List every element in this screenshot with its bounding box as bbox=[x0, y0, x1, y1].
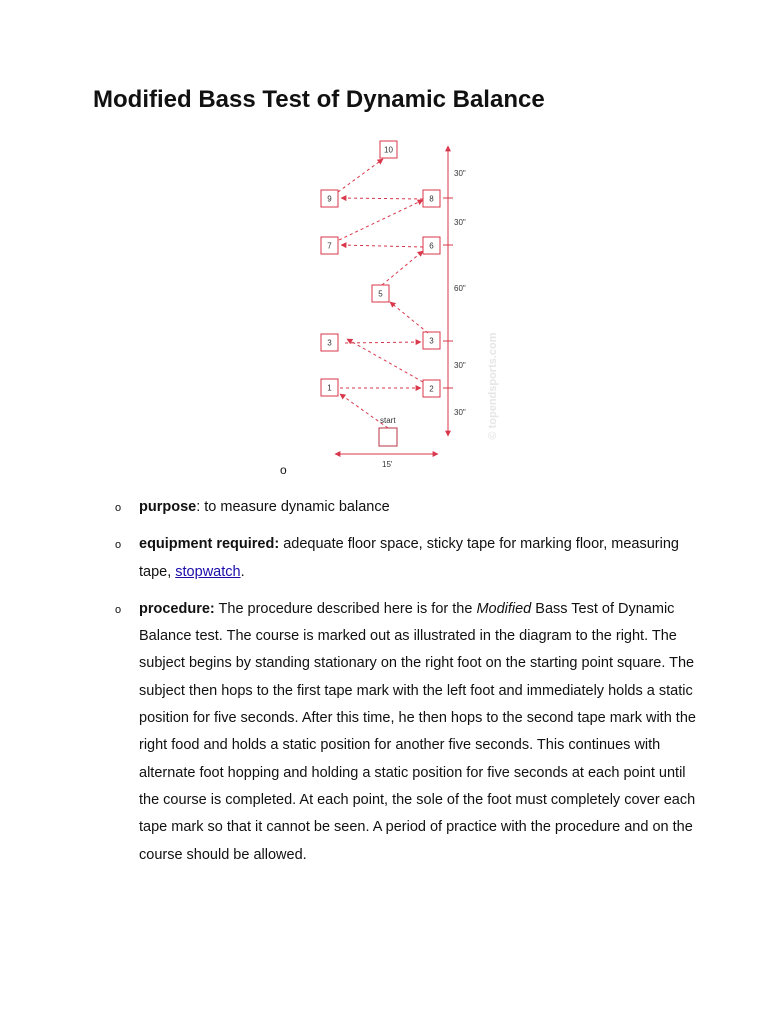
mark-label-10: 10 bbox=[384, 145, 393, 155]
list-item-procedure bbox=[115, 596, 699, 869]
mark-label-5: 5 bbox=[378, 289, 383, 299]
bullet: o bbox=[115, 603, 122, 616]
measure-label: 30" bbox=[454, 218, 466, 227]
item-text: : to measure dynamic balance bbox=[196, 499, 390, 515]
mark-label-7: 7 bbox=[327, 241, 332, 251]
item-label: procedure: bbox=[139, 600, 215, 617]
page-title: Modified Bass Test of Dynamic Balance bbox=[93, 86, 545, 113]
mark-label-6: 6 bbox=[429, 241, 434, 251]
mark-label-9: 9 bbox=[327, 194, 332, 204]
item-text-end: . bbox=[240, 563, 245, 580]
item-text-end: Bass Test of Dynamic Balance test. The course is marked out as illustrated in the diagram to the right. The subject begins by standing stationary on the right foot on the starting point square. The subject then hops to the first tape mark with the left foot and immediately holds a static position for five seconds. After this time, he then hops to the second tape mark with the right food and holds a static position for another five seconds. This continues with alternate foot hopping and holding a static position for five seconds at each point until the course is completed. At each point, the sole of the foot must completely cover each tape mark so that it cannot be seen. A period of practice with the procedure and on the course should be allowed. bbox=[139, 600, 696, 863]
start-square bbox=[379, 428, 397, 446]
measure-label: 30" bbox=[454, 408, 466, 417]
mark-label-3-right: 3 bbox=[429, 336, 434, 346]
stray-bullet: o bbox=[280, 463, 287, 477]
item-label: equipment required: bbox=[139, 536, 280, 553]
mark-label-3-left: 3 bbox=[327, 338, 332, 348]
item-text: adequate floor space, sticky tape for marking floor, measuring tape, bbox=[139, 536, 679, 580]
mark-label-8: 8 bbox=[429, 194, 434, 204]
list-item-purpose bbox=[115, 494, 699, 521]
balance-course-diagram bbox=[300, 136, 520, 476]
item-text: The procedure described here is for the bbox=[214, 600, 477, 617]
measure-label: 60" bbox=[454, 284, 466, 293]
bullet: o bbox=[115, 539, 122, 552]
stopwatch-link[interactable]: stopwatch bbox=[175, 563, 241, 580]
measure-label: 30" bbox=[454, 361, 466, 370]
mark-label-1: 1 bbox=[327, 383, 332, 393]
list-item-equipment bbox=[115, 531, 699, 586]
measure-label: 30" bbox=[454, 169, 466, 178]
item-italic: Modified bbox=[476, 600, 532, 617]
width-label: 15' bbox=[382, 460, 393, 469]
watermark: © topendsports.com bbox=[487, 332, 499, 440]
mark-label-2: 2 bbox=[429, 384, 434, 394]
item-label: purpose bbox=[139, 499, 197, 515]
info-list bbox=[115, 494, 699, 879]
start-label: start bbox=[380, 416, 396, 425]
bullet: o bbox=[115, 502, 122, 514]
